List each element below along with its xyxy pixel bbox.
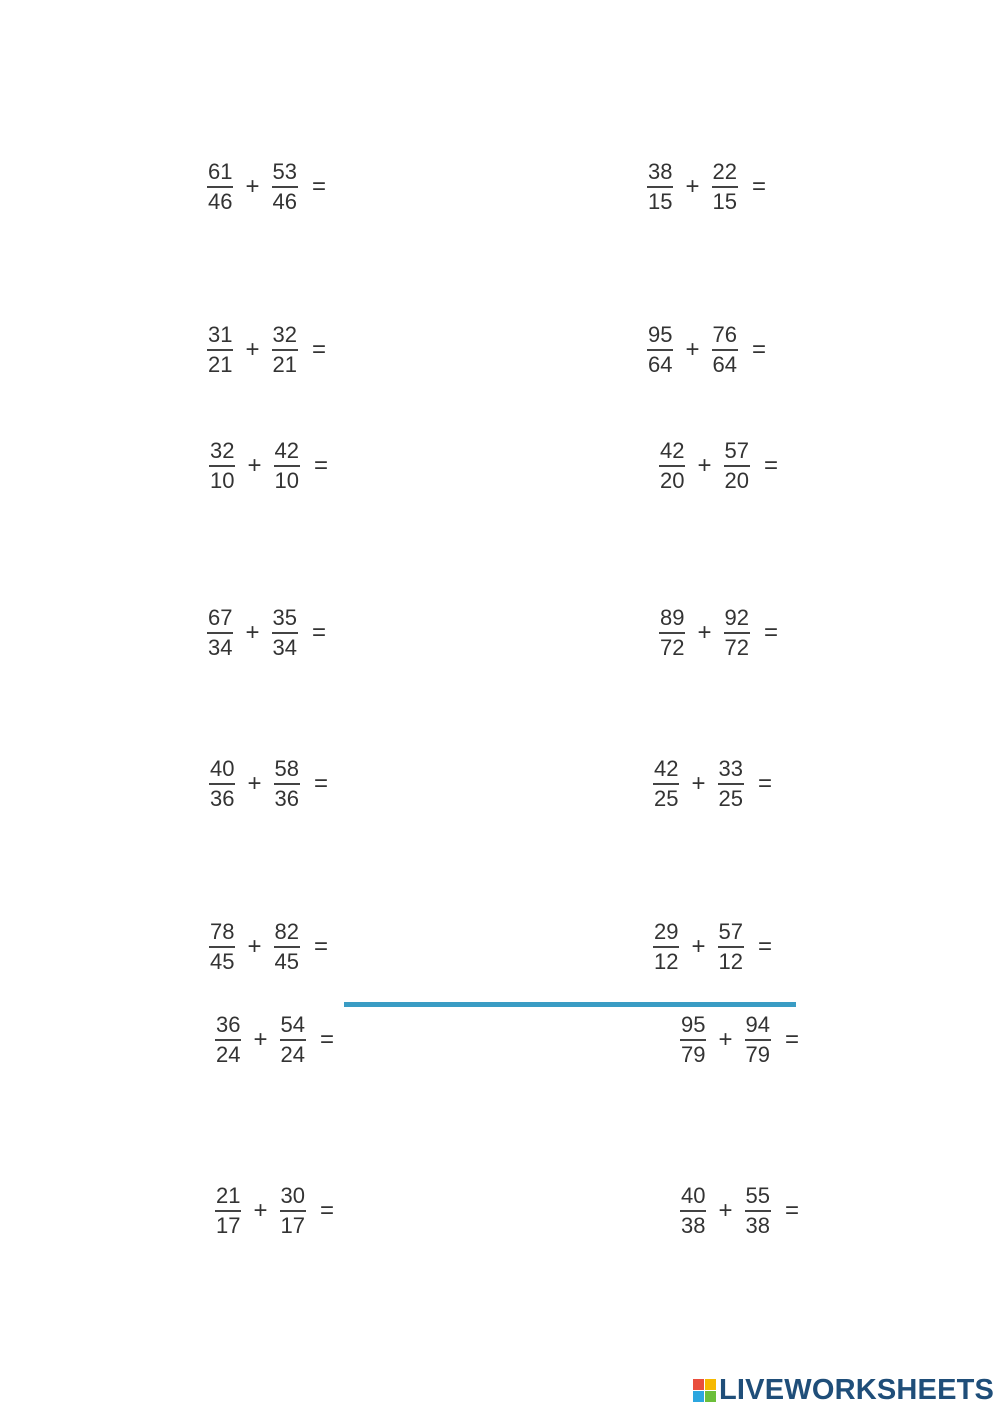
fraction-13b: $\frac{54}{24}$ bbox=[280, 1012, 305, 1067]
fraction-10a: $\frac{42}{25}$ bbox=[654, 756, 679, 811]
fraction-12a: $\frac{29}{12}$ bbox=[654, 919, 679, 974]
fraction-7b: $\frac{35}{34}$ bbox=[272, 605, 297, 660]
problem-10 bbox=[653, 754, 772, 814]
equals-sign: = bbox=[311, 619, 326, 646]
liveworksheets-brand bbox=[693, 1374, 994, 1407]
plus-sign: + bbox=[245, 619, 260, 646]
fraction-9b: $\frac{58}{36}$ bbox=[274, 756, 299, 811]
problem-7 bbox=[207, 603, 326, 663]
fraction-13a: $\frac{36}{24}$ bbox=[216, 1012, 241, 1067]
equals-sign: = bbox=[757, 933, 772, 960]
plus-sign: + bbox=[718, 1197, 733, 1224]
problem-2 bbox=[647, 157, 766, 217]
fraction-15b: $\frac{30}{17}$ bbox=[280, 1183, 305, 1238]
equals-sign: = bbox=[763, 619, 778, 646]
problem-4 bbox=[647, 320, 766, 380]
equals-sign: = bbox=[313, 770, 328, 797]
problem-3 bbox=[207, 320, 326, 380]
problem-9 bbox=[209, 754, 328, 814]
plus-sign: + bbox=[247, 452, 262, 479]
fraction-8b: $\frac{92}{72}$ bbox=[724, 605, 749, 660]
problem-5 bbox=[209, 436, 328, 496]
plus-sign: + bbox=[691, 770, 706, 797]
fraction-5b: $\frac{42}{10}$ bbox=[274, 438, 299, 493]
plus-sign: + bbox=[247, 770, 262, 797]
brand-text: LIVEWORKSHEETS bbox=[719, 1374, 995, 1406]
problem-16 bbox=[680, 1181, 799, 1241]
fraction-11b: $\frac{82}{45}$ bbox=[274, 919, 299, 974]
fraction-9a: $\frac{40}{36}$ bbox=[210, 756, 235, 811]
fraction-12b: $\frac{57}{12}$ bbox=[718, 919, 743, 974]
equals-sign: = bbox=[311, 336, 326, 363]
fraction-4b: $\frac{76}{64}$ bbox=[712, 322, 737, 377]
fraction-10b: $\frac{33}{25}$ bbox=[718, 756, 743, 811]
fraction-3b: $\frac{32}{21}$ bbox=[272, 322, 297, 377]
equals-sign: = bbox=[313, 933, 328, 960]
problem-13 bbox=[215, 1010, 334, 1070]
liveworksheets-logo-icon bbox=[693, 1379, 716, 1402]
fraction-1b: $\frac{53}{46}$ bbox=[272, 159, 297, 214]
equals-sign: = bbox=[784, 1197, 799, 1224]
equals-sign: = bbox=[319, 1026, 334, 1053]
problem-12 bbox=[653, 917, 772, 977]
fraction-11a: $\frac{78}{45}$ bbox=[210, 919, 235, 974]
fraction-2b: $\frac{22}{15}$ bbox=[712, 159, 737, 214]
plus-sign: + bbox=[253, 1026, 268, 1053]
fraction-4a: $\frac{95}{64}$ bbox=[648, 322, 673, 377]
fraction-1a: $\frac{61}{46}$ bbox=[208, 159, 233, 214]
problem-8 bbox=[659, 603, 778, 663]
equals-sign: = bbox=[751, 173, 766, 200]
equals-sign: = bbox=[763, 452, 778, 479]
plus-sign: + bbox=[697, 619, 712, 646]
problem-6 bbox=[659, 436, 778, 496]
equals-sign: = bbox=[311, 173, 326, 200]
plus-sign: + bbox=[691, 933, 706, 960]
equals-sign: = bbox=[751, 336, 766, 363]
answer-line bbox=[344, 1002, 796, 1007]
fraction-15a: $\frac{21}{17}$ bbox=[216, 1183, 241, 1238]
problem-15 bbox=[215, 1181, 334, 1241]
fraction-16a: $\frac{40}{38}$ bbox=[681, 1183, 706, 1238]
plus-sign: + bbox=[253, 1197, 268, 1224]
fraction-3a: $\frac{31}{21}$ bbox=[208, 322, 233, 377]
plus-sign: + bbox=[685, 336, 700, 363]
plus-sign: + bbox=[245, 336, 260, 363]
fraction-6b: $\frac{57}{20}$ bbox=[724, 438, 749, 493]
fraction-2a: $\frac{38}{15}$ bbox=[648, 159, 673, 214]
fraction-14a: $\frac{95}{79}$ bbox=[681, 1012, 706, 1067]
plus-sign: + bbox=[718, 1026, 733, 1053]
equals-sign: = bbox=[757, 770, 772, 797]
fraction-8a: $\frac{89}{72}$ bbox=[660, 605, 685, 660]
plus-sign: + bbox=[685, 173, 700, 200]
plus-sign: + bbox=[697, 452, 712, 479]
plus-sign: + bbox=[247, 933, 262, 960]
fraction-7a: $\frac{67}{34}$ bbox=[208, 605, 233, 660]
equals-sign: = bbox=[319, 1197, 334, 1224]
fraction-14b: $\frac{94}{79}$ bbox=[745, 1012, 770, 1067]
problem-1 bbox=[207, 157, 326, 217]
problem-11 bbox=[209, 917, 328, 977]
fraction-16b: $\frac{55}{38}$ bbox=[745, 1183, 770, 1238]
equals-sign: = bbox=[313, 452, 328, 479]
fraction-6a: $\frac{42}{20}$ bbox=[660, 438, 685, 493]
problem-14 bbox=[680, 1010, 799, 1070]
equals-sign: = bbox=[784, 1026, 799, 1053]
plus-sign: + bbox=[245, 173, 260, 200]
fraction-5a: $\frac{32}{10}$ bbox=[210, 438, 235, 493]
